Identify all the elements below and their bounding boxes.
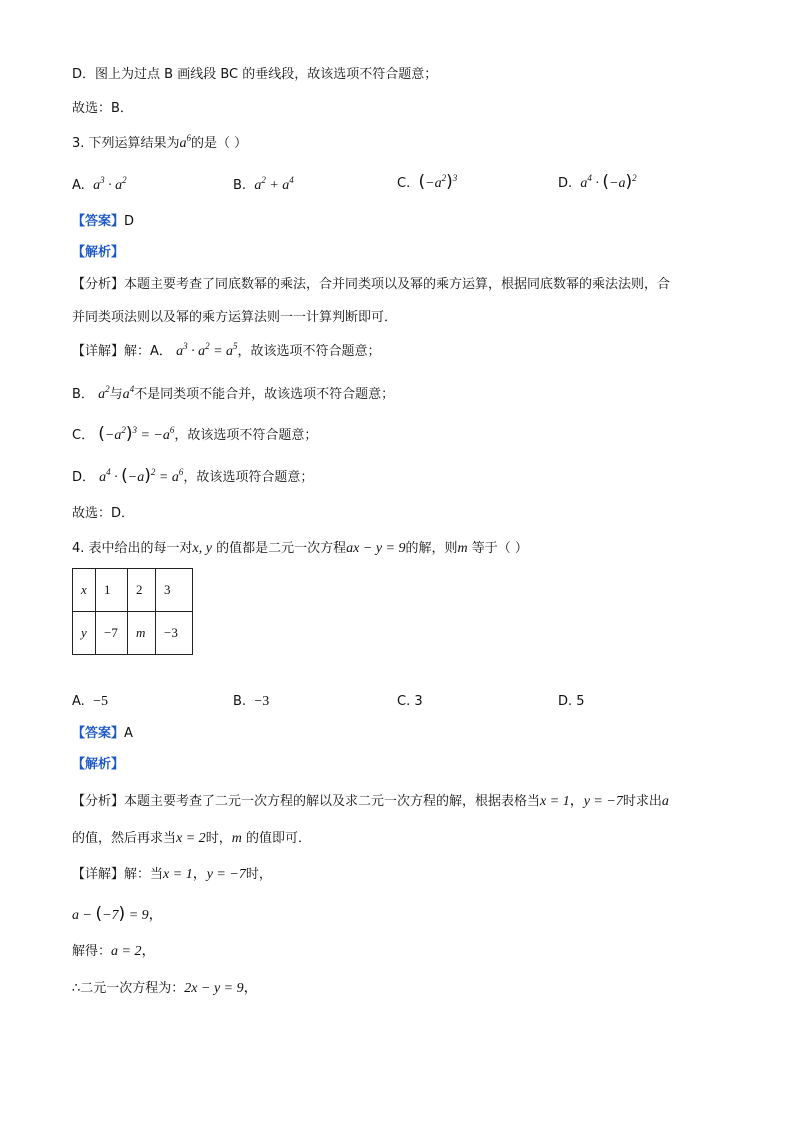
q4-option-d: D. 5 <box>558 694 585 709</box>
fenxi-4-math-2: y = −7 <box>583 794 623 809</box>
detail-3-b-suffix: 不是同类项不能合并，故该选项不符合题意； <box>134 387 395 402</box>
detail-3-b-math-1: $a^2$ <box>98 384 110 402</box>
analysis-4-heading <box>72 756 124 774</box>
detail-4-math-1: x = 1 <box>163 867 193 882</box>
fenxi-4-math-a: a <box>661 794 669 809</box>
fenxi-4-math-3: x = 2 <box>176 831 206 846</box>
fenxi-4-text-c: 的值，然后再求当 <box>72 831 177 846</box>
fenxi-4-line-2 <box>72 830 311 848</box>
table-cell: 1 <box>96 569 128 612</box>
answer-3 <box>72 213 134 231</box>
question-3-math: $a^6$ <box>179 133 192 151</box>
detail-4-therefore: ∴二元一次方程为：2x − y = 9， <box>72 981 258 996</box>
value-table <box>72 568 193 655</box>
question-4-a: 4. 表中给出的每一对 <box>72 541 193 556</box>
detail-3-b-math-2: $a^4$ <box>122 384 135 402</box>
detail-4-a: 【详解】解：当x = 1，y = −7时， <box>72 867 272 882</box>
analysis-tag: 【解析】 <box>72 757 125 772</box>
detail-3-c-prefix: C． <box>72 428 95 443</box>
fenxi-3-line-1 <box>72 276 670 294</box>
question-3 <box>72 135 247 153</box>
table-row <box>73 612 193 655</box>
q4-option-a-label: A. <box>72 694 85 709</box>
q3-option-a-math: $a^3 \cdot a^2$ <box>93 175 127 193</box>
q3-option-a <box>72 177 127 195</box>
question-4 <box>72 540 528 558</box>
question-3-prefix: 3. 下列运算结果为 <box>72 136 180 151</box>
answer-tag: 【答案】 <box>72 726 125 741</box>
analysis-tag: 【解析】 <box>72 245 125 260</box>
detail-4-solve-prefix: 解得： <box>72 944 112 959</box>
q3-option-a-label: A. <box>72 178 85 193</box>
fenxi-4-text-a: 本题主要考查了二元一次方程的解以及求二元一次方程的解，根据表格当 <box>124 794 541 809</box>
detail-3-a-prefix: 解：A． <box>124 344 172 359</box>
detail-4-a-text: 解：当 <box>124 867 164 882</box>
fenxi-4-line-1: 【分析】本题主要考查了二元一次方程的解以及求二元一次方程的解，根据表格当x = 1，y = −7时求出a <box>72 794 669 809</box>
detail-3-c-math: $(-a^2)^3 = -a^6$ <box>98 424 175 444</box>
q3-option-d <box>558 173 637 193</box>
detail-4-b-text: 时， <box>245 867 272 882</box>
detail-tag: 【详解】 <box>72 867 125 882</box>
detail-tag: 【详解】 <box>72 344 125 359</box>
q3-option-d-math: $a^4 \cdot (-a)^2$ <box>580 172 637 192</box>
table-cell: m <box>128 612 156 655</box>
q4-option-c: C. 3 <box>397 694 423 709</box>
table-cell: 3 <box>156 569 193 612</box>
detail-3-a-suffix: ，故该选项不符合题意； <box>237 344 381 359</box>
fenxi-tag: 【分析】 <box>72 794 125 809</box>
q3-option-c-label: C. <box>397 176 411 191</box>
fenxi-4-text-d: 时， <box>205 831 232 846</box>
text-line-choose-b: 故选：B． <box>72 101 133 116</box>
detail-3-b-mid: 与 <box>109 387 123 402</box>
detail-3-d-suffix: ，故该选项符合题意； <box>183 470 314 485</box>
detail-4-equation: a − (−7) = 9， <box>72 904 163 924</box>
detail-3-b-prefix: B． <box>72 387 94 402</box>
detail-3-d-math: $a^4 \cdot (-a)^2 = a^6$ <box>99 466 184 486</box>
q4-option-b-label: B. <box>233 694 247 709</box>
question-4-vars: x, y <box>192 541 212 556</box>
fenxi-4-text-e: 的值即可． <box>245 831 311 846</box>
q4-option-a-value: −5 <box>93 694 108 709</box>
q3-option-b <box>233 177 294 195</box>
question-4-m: m <box>457 541 468 556</box>
text-line-conclusion-d: D．图上为过点 B 画线段 BC 的垂线段，故该选项不符合题意； <box>72 67 438 82</box>
q3-option-b-math: $a^2 + a^4$ <box>254 175 294 193</box>
answer-4-value: A <box>124 726 133 741</box>
detail-4-math-2: y = −7 <box>206 867 246 882</box>
fenxi-3-line-2: 并同类项法则以及幂的乘方运算法则一一计算判断即可． <box>72 310 398 325</box>
q3-option-c <box>397 173 457 193</box>
question-4-equation: ax − y = 9 <box>346 541 406 556</box>
analysis-3-heading <box>72 244 124 262</box>
question-4-d: 等于（ ） <box>471 541 528 556</box>
answer-tag: 【答案】 <box>72 214 125 229</box>
answer-3-value: D <box>124 214 135 229</box>
detail-3-c <box>72 425 317 445</box>
question-3-suffix: 的是（ ） <box>191 136 248 151</box>
detail-3-a-math: $a^3 \cdot a^2 = a^5$ <box>176 341 238 359</box>
table-cell: y <box>73 612 96 655</box>
detail-3-d-prefix: D． <box>72 470 96 485</box>
table-cell: 2 <box>128 569 156 612</box>
fenxi-4-math-1: x = 1 <box>540 794 570 809</box>
choose-3: 故选：D． <box>72 506 135 521</box>
fenxi-4-math-m: m <box>231 831 242 846</box>
detail-3-a <box>72 343 381 361</box>
q4-option-a <box>72 693 108 711</box>
detail-4-equation-math: a − (−7) = 9 <box>72 904 149 924</box>
table-cell: −3 <box>156 612 193 655</box>
q4-option-b-value: −3 <box>254 694 270 709</box>
q3-option-b-label: B. <box>233 178 247 193</box>
fenxi-3-text-a: 本题主要考查了同底数幂的乘法，合并同类项以及幂的乘方运算，根据同底数幂的乘法法则，合 <box>124 277 671 292</box>
question-4-b: 的值都是二元一次方程 <box>216 541 347 556</box>
q3-option-c-math: $(-a^2)^3$ <box>418 172 458 192</box>
detail-4-therefore-math: 2x − y = 9 <box>184 981 244 996</box>
q4-option-b <box>233 693 269 711</box>
table-cell: −7 <box>96 612 128 655</box>
detail-4-solve-math: a = 2 <box>111 944 142 959</box>
answer-4 <box>72 725 133 743</box>
detail-3-b <box>72 386 394 404</box>
detail-3-d <box>72 467 313 487</box>
fenxi-tag: 【分析】 <box>72 277 125 292</box>
detail-4-solve: 解得：a = 2， <box>72 944 156 959</box>
detail-4-therefore-text: ∴二元一次方程为： <box>72 981 185 996</box>
question-4-c: 的解，则 <box>405 541 458 556</box>
detail-3-c-suffix: ，故该选项不符合题意； <box>174 428 318 443</box>
fenxi-4-text-b: 时求出 <box>622 794 662 809</box>
table-row <box>73 569 193 612</box>
q3-option-d-label: D. <box>558 176 573 191</box>
table-cell: x <box>73 569 96 612</box>
